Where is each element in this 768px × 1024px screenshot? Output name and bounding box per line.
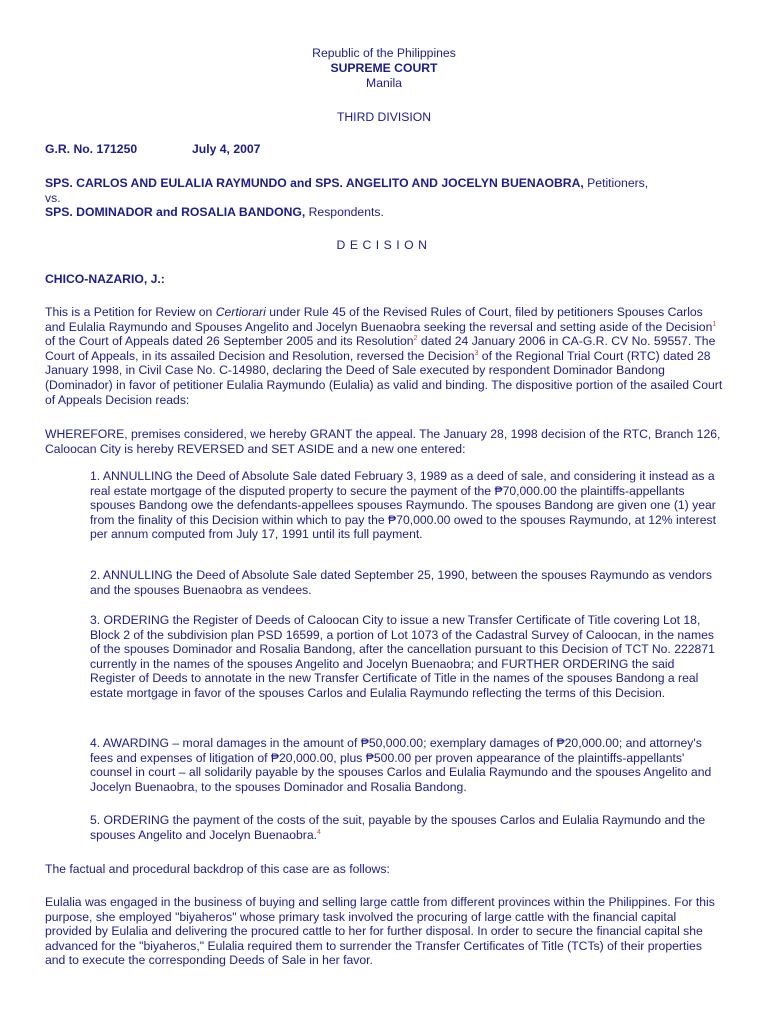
petitioners-role: Petitioners,: [587, 176, 649, 190]
intro-certiorari: Certiorari: [215, 305, 266, 319]
footnote-1-link[interactable]: 1: [712, 320, 717, 328]
intro-text-b: under Rule 45 of the Revised Rules of Court, filed by petitioners Spouses Carlos and Eulalia Raymundo and Spouses Angelito and Jocelyn Buenaobra seeking the reversal and setting aside of the Decision: [45, 305, 713, 334]
dispositive-item-1: 1. ANNULLING the Deed of Absolute Sale dated February 3, 1989 as a deed of sale, and considering it instead as a real estate mortgage of the disputed property to secure the payment of the ₱70,000.00 the plaintiffs-appellants spouses Bandong owe the defendants-appellees spouses Raymundo. The spouses Bandong are given one (1) year from the finality of this Decision within which to pay the ₱70,000.00 owed to the spouses Raymundo, at 12% interest per annum computed from July 17, 1991 until its full payment.: [90, 469, 716, 542]
respondents-line: [45, 205, 745, 220]
intro-text-e: of the Regional Trial Court (RTC) dated 28 January 1998, in Civil Case No. C-14980, declaring the Deed of Sale executed by respondent Dominador Bandong (Dominador) in favor of petitioner Eulalia Raymundo (Eulalia) as valid and binding. The dispositive portion of the asailed Court of Appeals Decision reads:: [45, 348, 723, 407]
footnote-2-link[interactable]: 2: [413, 335, 418, 343]
petitioners-names: SPS. CARLOS AND EULALIA RAYMUNDO and SPS. ANGELITO AND JOCELYN BUENAOBRA,: [45, 176, 584, 190]
decision-heading: DECISION: [336, 238, 432, 252]
court-name: SUPREME COURT: [330, 61, 438, 75]
dispositive-item-4: 4. AWARDING – moral damages in the amount of ₱50,000.00; exemplary damages of ₱20,000.00; and attorney's fees and expenses of litigation of ₱20,000.00, plus ₱500.00 per proven appearance of the plaintiffs-appellants' counsel in court – all solidarily payable by the spouses Carlos and Eulalia Raymundo and the spouses Angelito and Jocelyn Buenaobra, to the spouses Dominador and Rosalia Bandong.: [90, 736, 712, 794]
respondents-names: SPS. DOMINADOR and ROSALIA BANDONG,: [45, 205, 306, 219]
republic-line: Republic of the Philippines: [312, 46, 456, 60]
intro-text-a: This is a Petition for Review on: [45, 305, 216, 319]
wherefore-paragraph: WHEREFORE, premises considered, we hereby GRANT the appeal. The January 28, 1998 decision of the RTC, Branch 126, Caloocan City is hereby REVERSED and SET ASIDE and a new one entered:: [45, 427, 721, 456]
ponente: CHICO-NAZARIO, J.:: [45, 272, 165, 286]
decision-date: July 4, 2007: [192, 142, 261, 156]
court-city: Manila: [366, 76, 402, 90]
item-5-text: 5. ORDERING the payment of the costs of the suit, payable by the spouses Carlos and Eulalia Raymundo and the spouses Angelito and Jocelyn Buenaobra.: [90, 813, 706, 842]
intro-paragraph: [45, 305, 725, 407]
footnote-4-link[interactable]: 4: [317, 828, 321, 836]
backdrop-paragraph: The factual and procedural backdrop of this case are as follows:: [45, 862, 390, 876]
intro-text-d: dated 24 January 2006 in CA-G.R. CV No. 59557. The Court of Appeals, in its assailed Decision and Resolution, reversed the Decision: [45, 334, 716, 363]
dispositive-item-2: 2. ANNULLING the Deed of Absolute Sale dated September 25, 1990, between the spouses Raymundo as vendors and the spouses Buenaobra as vendees.: [90, 568, 712, 597]
petitioners-line: [45, 176, 745, 191]
intro-text-c: of the Court of Appeals dated 26 September 2005 and its Resolution: [45, 334, 414, 349]
dispositive-item-3: 3. ORDERING the Register of Deeds of Caloocan City to issue a new Transfer Certificate of Title covering Lot 18, Block 2 of the subdivision plan PSD 16599, a portion of Lot 1073 of the Cadastral Survey of Caloocan, in the names of the spouses Dominador and Rosalia Bandong, after the cancellation pursuant to this Decision of TCT No. 222871 currently in the names of the spouses Angelito and Jocelyn Buenaobra; and FURTHER ORDERING the said Register of Deeds to annotate in the new Transfer Certificate of Title in the names of the spouses Bandong a real estate mortgage in favor of the spouses Carlos and Eulalia Raymundo reflecting the terms of this Decision.: [90, 613, 715, 700]
respondents-role: Respondents.: [308, 205, 384, 219]
eulalia-paragraph: Eulalia was engaged in the business of buying and selling large cattle from different provinces within the Philippines. For this purpose, she employed "biyaheros" whose primary task involved the procuring of large cattle with the financial capital provided by Eulalia and delivering the procured cattle to her for further disposal. In order to secure the financial capital she advanced for the "biyaheros," Eulalia required them to surrender the Transfer Certificates of Title (TCTs) of their properties and to execute the corresponding Deeds of Sale in her favor.: [45, 895, 715, 968]
gr-number: G.R. No. 171250: [45, 142, 138, 156]
dispositive-item-5: [90, 813, 720, 842]
versus: vs.: [45, 191, 61, 205]
footnote-3-link[interactable]: 3: [474, 349, 479, 357]
division-name: THIRD DIVISION: [336, 110, 432, 124]
